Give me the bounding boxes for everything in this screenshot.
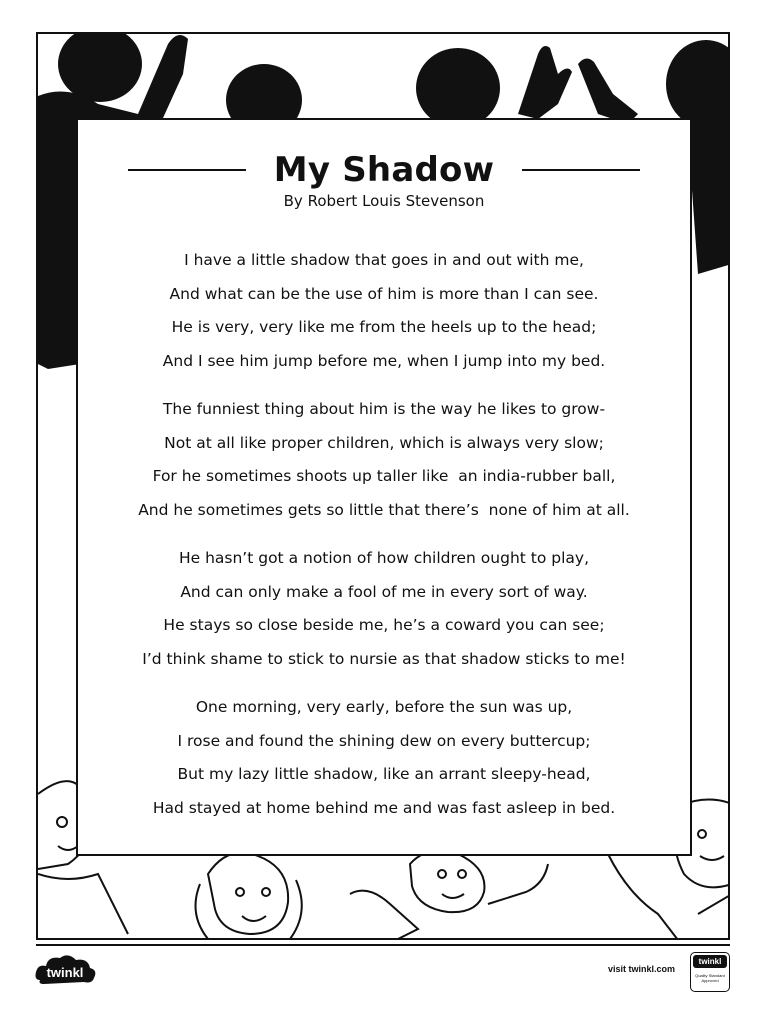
poem-line: I’d think shame to stick to nursie as that shadow sticks to me! xyxy=(142,649,626,668)
poem-line: The funniest thing about him is the way he likes to grow- xyxy=(162,400,606,418)
poem-line: Not at all like proper children, which is always very slow; xyxy=(164,433,604,452)
poem-line: And I see him jump before me, when I jump into my bed. xyxy=(162,351,606,370)
poem-line: For he sometimes shoots up taller like an india-rubber ball, xyxy=(152,467,616,485)
badge-text: Quality Standard Approved xyxy=(695,973,725,983)
poem-line: But my lazy little shadow, like an arrant sleepy-head, xyxy=(177,765,591,783)
poem-line: And what can be the use of him is more than I can see. xyxy=(169,284,599,303)
page-frame xyxy=(36,32,730,940)
stanza xyxy=(78,542,690,676)
poem-body xyxy=(78,244,690,840)
poem-line: He hasn’t got a notion of how children ought to play, xyxy=(178,549,590,567)
title-row xyxy=(78,148,690,192)
visit-link[interactable]: visit twinkl.com xyxy=(608,964,676,974)
title-rule-right xyxy=(522,169,640,171)
poem-line: I rose and found the shining dew on every buttercup; xyxy=(177,731,591,750)
poem-line: And can only make a fool of me in every sort of way. xyxy=(180,582,588,601)
footer-rule xyxy=(36,944,730,946)
logo-text: twinkl xyxy=(46,965,84,980)
twinkl-logo[interactable] xyxy=(32,950,98,992)
stanza xyxy=(78,244,690,378)
poem-line: And he sometimes gets so little that there’s none of him at all. xyxy=(138,500,630,519)
stanza xyxy=(78,691,690,825)
poem-line: I have a little shadow that goes in and out with me, xyxy=(184,251,584,269)
poem-line: He is very, very like me from the heels up to the head; xyxy=(171,318,597,336)
poem-author: By Robert Louis Stevenson xyxy=(283,192,485,210)
poem-line: He stays so close beside me, he’s a coward you can see; xyxy=(163,616,605,634)
stanza xyxy=(78,393,690,527)
badge-brand: twinkl xyxy=(693,955,727,968)
poem-card xyxy=(76,118,692,856)
quality-badge xyxy=(690,952,730,992)
title-rule-left xyxy=(128,169,246,171)
poem-line: Had stayed at home behind me and was fast asleep in bed. xyxy=(152,798,616,817)
poem-title: My Shadow xyxy=(273,150,495,190)
poem-line: One morning, very early, before the sun was up, xyxy=(195,698,573,716)
